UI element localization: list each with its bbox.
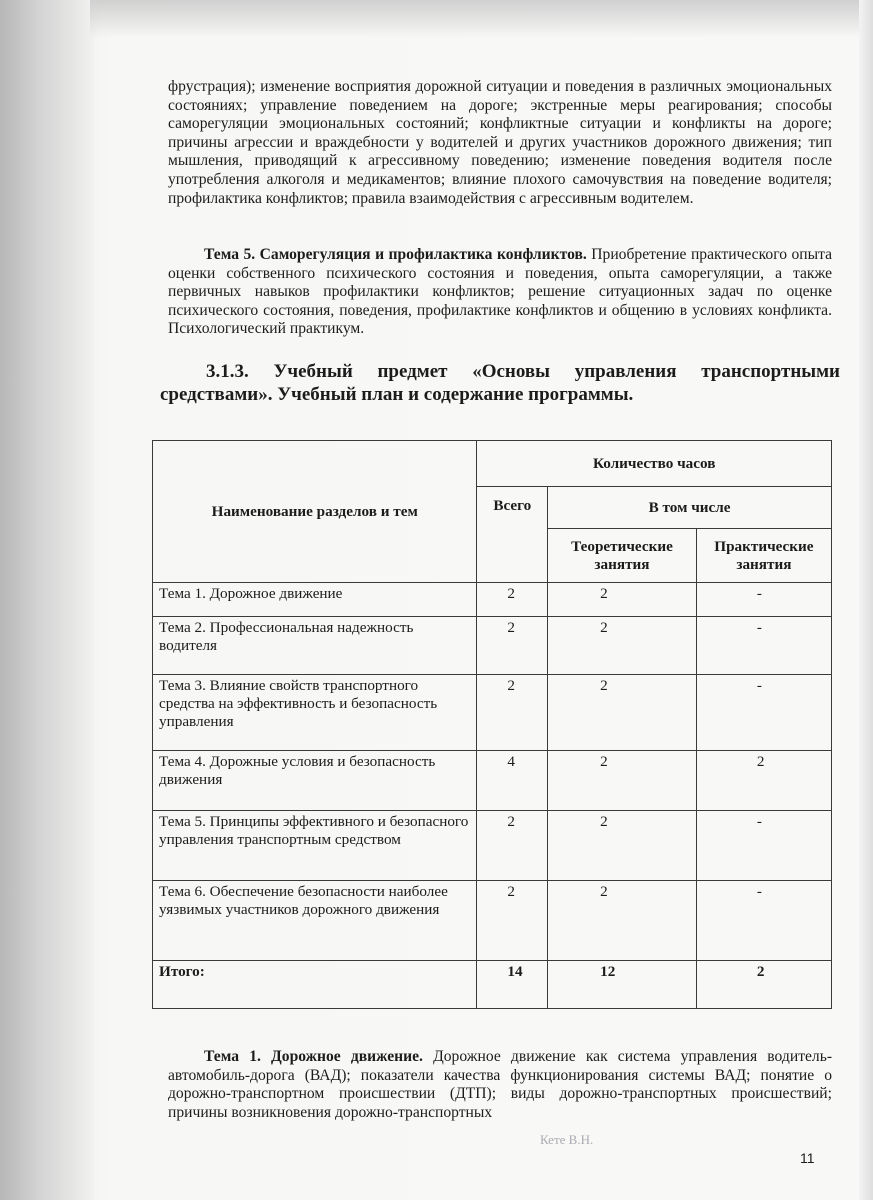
row-name: Тема 2. Профессиональная надежность водителя: [153, 617, 477, 675]
row-theory: 2: [548, 881, 697, 961]
total-practice: 2: [696, 961, 831, 1009]
table-row: [153, 675, 832, 751]
row-total: 2: [477, 881, 548, 961]
topic-1-body: Дорожное движение как система управления водитель-автомобиль-дорога (ВАД); показатели качества функционирования системы ВАД; понятие о дорожно-транспортном происшествии (ДТП); виды дорожно-транспортных происшествий; причины возникновения дорожно-транспортных: [168, 1048, 833, 1121]
row-name: Тема 5. Принципы эффективного и безопасного управления транспортным средством: [153, 811, 477, 881]
total-hours: 14: [477, 961, 548, 1009]
header-hours: Количество часов: [477, 441, 832, 487]
row-theory: 2: [548, 617, 697, 675]
table-row: [153, 617, 832, 675]
total-theory: 12: [548, 961, 697, 1009]
faded-stamp: Кете В.Н.: [540, 1132, 594, 1147]
topic-5-body: Приобретение практического опыта оценки собственного психического состояния и поведения, опыта саморегуляции, а также первичных навыков профилактики конфликтов; решение ситуационных задач по оценке психического состояния, поведения, профилактике конфликтов и общению в условиях конфликта. Психологический практикум.: [168, 246, 833, 338]
row-theory: 2: [548, 811, 697, 881]
row-practice: -: [696, 617, 831, 675]
table-row: [153, 811, 832, 881]
row-name: Тема 6. Обеспечение безопасности наиболее уязвимых участников дорожного движения: [153, 881, 477, 961]
row-theory: 2: [548, 583, 697, 617]
header-including: В том числе: [548, 487, 832, 529]
topic-1-title: Тема 1. Дорожное движение.: [204, 1048, 423, 1065]
header-section-name: Наименование разделов и тем: [153, 441, 477, 583]
header-practice: Практические занятия: [696, 529, 831, 583]
row-practice: -: [696, 675, 831, 751]
header-theory: Теоретические занятия: [548, 529, 697, 583]
scan-top-shadow: [90, 0, 860, 38]
row-theory: 2: [548, 675, 697, 751]
table-row: [153, 583, 832, 617]
row-total: 4: [477, 751, 548, 811]
section-heading: 3.1.3. Учебный предмет «Основы управления транспортными средствами». Учебный план и содержание программы.: [160, 361, 840, 405]
row-total: 2: [477, 675, 548, 751]
total-label: Итого:: [153, 961, 477, 1009]
row-name: Тема 1. Дорожное движение: [153, 583, 477, 617]
curriculum-table: [152, 440, 832, 1009]
table-total-row: [153, 961, 832, 1009]
row-practice: -: [696, 811, 831, 881]
page-number: 11: [800, 1150, 815, 1166]
paragraph-topic-5: [168, 246, 832, 339]
row-total: 2: [477, 617, 548, 675]
row-practice: -: [696, 583, 831, 617]
paragraph-continuation: фрустрация); изменение восприятия дорожной ситуации и поведения в различных эмоциональных состояниях; управление поведением на дороге; экстренные меры реагирования; способы саморегуляции эмоциональных состояний; конфликтные ситуации и конфликты на дороге; причины агрессии и враждебности у водителей и других участников дорожного движения; тип мышления, приводящий к агрессивному поведению; изменение поведения водителя после употребления алкоголя и медикаментов; влияние плохого самочувствия на поведение водителя; профилактика конфликтов; правила взаимодействия с агрессивным водителем.: [168, 78, 832, 207]
topic-5-title: Тема 5. Саморегуляция и профилактика конфликтов.: [204, 246, 587, 263]
row-practice: 2: [696, 751, 831, 811]
row-name: Тема 4. Дорожные условия и безопасность движения: [153, 751, 477, 811]
table-row: [153, 751, 832, 811]
row-total: 2: [477, 811, 548, 881]
scan-right-edge: [859, 0, 873, 1200]
header-total: Всего: [477, 487, 548, 583]
row-name: Тема 3. Влияние свойств транспортного средства на эффективность и безопасность управления: [153, 675, 477, 751]
row-total: 2: [477, 583, 548, 617]
paragraph-topic-1: [168, 1048, 832, 1122]
row-practice: -: [696, 881, 831, 961]
row-theory: 2: [548, 751, 697, 811]
table-row: [153, 881, 832, 961]
binding-shadow: [0, 0, 95, 1200]
